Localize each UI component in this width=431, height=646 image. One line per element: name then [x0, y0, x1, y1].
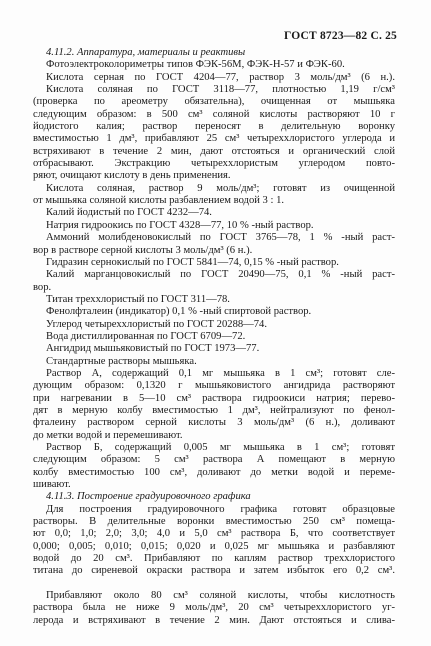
text-line: 0,000; 0,005; 0,010; 0,015; 0,020 и 0,025 мг мышьяка и разбавляют	[33, 540, 395, 552]
text-line: при нагревании в 5—10 см³ раствора гидроокиси натрия; перево-	[33, 392, 395, 404]
text-line: встряхивают в течение 2 мин, дают отстояться и органический слой	[33, 145, 395, 157]
text-line: дующим образом: 0,1320 г мышьяковистого ангидрида растворяют	[33, 380, 395, 392]
text-line: ют 0,0; 1,0; 2,0; 3,0; 4,0 и 5,0 см³ раствора Б, что соответствует	[33, 528, 395, 540]
page-header: ГОСТ 8723—82 С. 25	[284, 30, 397, 42]
text-line: лерода и встряхивают в течение 2 мин. Дают отстояться и слива-	[33, 614, 395, 626]
text-line: ряют, очищают кислоту в день применения.	[33, 170, 231, 182]
text-line: 4.11.3. Построение градуировочного графика	[46, 491, 251, 503]
text-line: шивают.	[33, 479, 71, 491]
text-line: титана до сиреневой окраски раствора и затем избыток его 0,2 см³.	[33, 565, 395, 577]
text-line: следующим образом: в 500 см³ соляной кислоты растворяют 10 г	[33, 108, 395, 120]
text-line: Кислота серная по ГОСТ 4204—77, раствор 3 моль/дм³ (6 н.).	[46, 71, 395, 83]
text-line	[33, 578, 395, 590]
text-line: йодистого калия; раствор переносят в делительную воронку	[33, 121, 395, 133]
text-line: растворы. В делительные воронки вместимостью 250 см³ помеща-	[33, 516, 395, 528]
text-line: Углерод четыреххлористый по ГОСТ 20288—74.	[46, 318, 267, 330]
text-line: отбрасывают. Экстракцию четыреххлористым углеродом повто-	[33, 158, 395, 170]
text-line: от мышьяка соляной кислоты разбавлением водой 3 : 1.	[33, 195, 285, 207]
text-line: Вода дистиллированная по ГОСТ 6709—72.	[46, 330, 246, 342]
text-line: вор.	[33, 281, 52, 293]
text-line: Ангидрид мышьяковистый по ГОСТ 1973—77.	[46, 343, 260, 355]
text-line: до метки водой и перемешивают.	[33, 429, 183, 441]
text-line: Титан треххлористый по ГОСТ 311—78.	[46, 293, 230, 305]
text-line: Фенолфталеин (индикатор) 0,1 % -ный спиртовой раствор.	[46, 306, 312, 318]
text-line: водой до 20 см³. Прибавляют по каплям раствор треххлористого	[33, 553, 395, 565]
text-line: фталеину раствором серной кислоты 3 моль/дм³ (6 н.), доливают	[33, 417, 395, 429]
text-line: вместимостью 1 дм³, прибавляют 25 см³ четыреххлористого углерода и	[33, 133, 395, 145]
text-line: Кислота соляная по ГОСТ 3118—77, плотностью 1,19 г/см³	[46, 84, 395, 96]
text-line: Для построения градуировочного графика готовят образцовые	[46, 503, 395, 515]
text-line: Кислота соляная, раствор 9 моль/дм³; готовят из очищенной	[46, 182, 395, 194]
text-line: Калий марганцовокислый по ГОСТ 20490—75, 0,1 % -ный раст-	[46, 269, 395, 281]
text-line: Прибавляют около 80 см³ соляной кислоты, чтобы кислотность	[46, 590, 395, 602]
text-line: Калий йодистый по ГОСТ 4232—74.	[46, 207, 212, 219]
text-line: дят в мерную колбу вместимостью 1 дм³, нейтрализуют по фенол-	[33, 404, 395, 416]
text-line: Стандартные растворы мышьяка.	[46, 355, 197, 367]
document-body	[33, 47, 395, 627]
text-line: Аммоний молибденовокислый по ГОСТ 3765—78, 1 % -ный раст-	[46, 232, 395, 244]
text-line: Раствор А, содержащий 0,1 мг мышьяка в 1 см³; готовят сле-	[46, 367, 395, 379]
text-line: Раствор Б, содержащий 0,005 мг мышьяка в 1 см³; готовят	[46, 442, 395, 453]
text-line: колбу вместимостью 100 см³, доливают до метки водой и переме-	[33, 466, 395, 478]
text-line: Натрия гидроокись по ГОСТ 4328—77, 10 % -ный раствор.	[46, 219, 314, 231]
text-line: вор в растворе серной кислоты 3 моль/дм³ (6 н.).	[33, 244, 253, 256]
text-line: раствора была не ниже 9 моль/дм³, 20 см³ четыреххлористого уг-	[33, 602, 395, 614]
text-line: следующим образом: 5 см³ раствора А помещают в мерную	[33, 454, 395, 466]
text-line: Гидразин сернокислый по ГОСТ 5841—74, 0,15 % -ный раствор.	[46, 256, 339, 268]
text-line: 4.11.2. Аппаратура, материалы и реактивы	[46, 47, 246, 58]
text-line: (проверка по ареометру обязательна), очищенная от мышьяка	[33, 96, 395, 108]
text-line: Фотоэлектроколориметры типов ФЭК-56М, ФЭК-Н-57 и ФЭК-60.	[46, 59, 345, 71]
